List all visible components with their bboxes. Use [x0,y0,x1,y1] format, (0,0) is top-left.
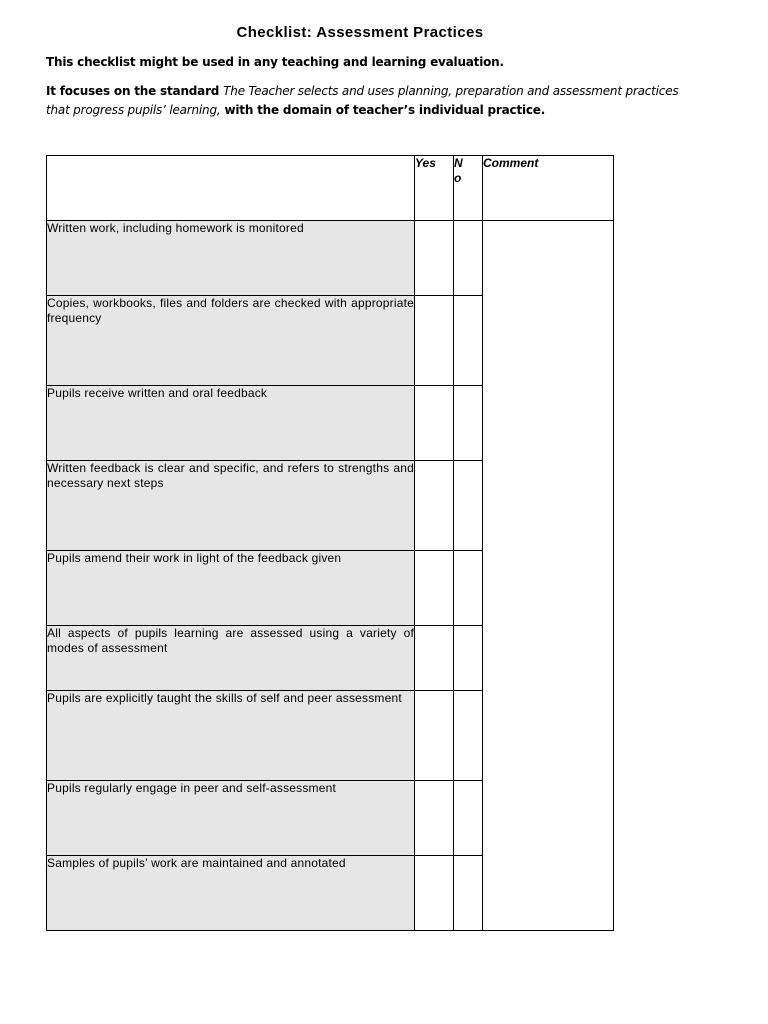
statement-cell: Pupils amend their work in light of the feedback given [47,551,415,626]
header-no-line2: o [454,171,462,185]
no-cell[interactable] [454,221,483,296]
table-row [47,221,614,296]
statement-cell: Written work, including homework is monitored [47,221,415,296]
yes-cell[interactable] [415,856,454,931]
no-cell[interactable] [454,551,483,626]
header-comment: Comment [483,156,614,221]
statement-cell: Pupils are explicitly taught the skills of self and peer assessment [47,691,415,781]
statement-cell: Written feedback is clear and specific, and refers to strengths and necessary next steps [47,461,415,551]
yes-cell[interactable] [415,221,454,296]
no-cell[interactable] [454,691,483,781]
statement-cell: All aspects of pupils learning are assessed using a variety of modes of assessment [47,626,415,691]
header-row [47,156,614,221]
intro-text: This checklist might be used in any teaching and learning evaluation. [46,55,504,69]
no-cell[interactable] [454,386,483,461]
statement-cell: Samples of pupils’ work are maintained and annotated [47,856,415,931]
standard-prefix: It focuses on the standard [46,84,224,98]
statement-cell: Copies, workbooks, files and folders are checked with appropriate frequency [47,296,415,386]
yes-cell[interactable] [415,691,454,781]
checklist-table [46,155,614,931]
header-yes: Yes [415,156,454,221]
standard-name: The Teacher selects and uses planning, preparation and assessment practices that progress pupils’ learning, [46,84,679,117]
standard-suffix: with the domain of teacher’s individual practice. [220,103,546,117]
page-title: Checklist: Assessment Practices [236,24,484,41]
no-cell[interactable] [454,626,483,691]
standard-description [46,82,686,120]
header-statement [47,156,415,221]
statement-cell: Pupils regularly engage in peer and self-assessment [47,781,415,856]
yes-cell[interactable] [415,781,454,856]
no-cell[interactable] [454,856,483,931]
no-cell[interactable] [454,461,483,551]
no-cell[interactable] [454,781,483,856]
yes-cell[interactable] [415,386,454,461]
header-no-line1: N [454,156,463,170]
yes-cell[interactable] [415,626,454,691]
yes-cell[interactable] [415,551,454,626]
yes-cell[interactable] [415,296,454,386]
yes-cell[interactable] [415,461,454,551]
header-no [454,156,483,221]
comment-cell[interactable] [483,221,614,931]
no-cell[interactable] [454,296,483,386]
statement-cell: Pupils receive written and oral feedback [47,386,415,461]
